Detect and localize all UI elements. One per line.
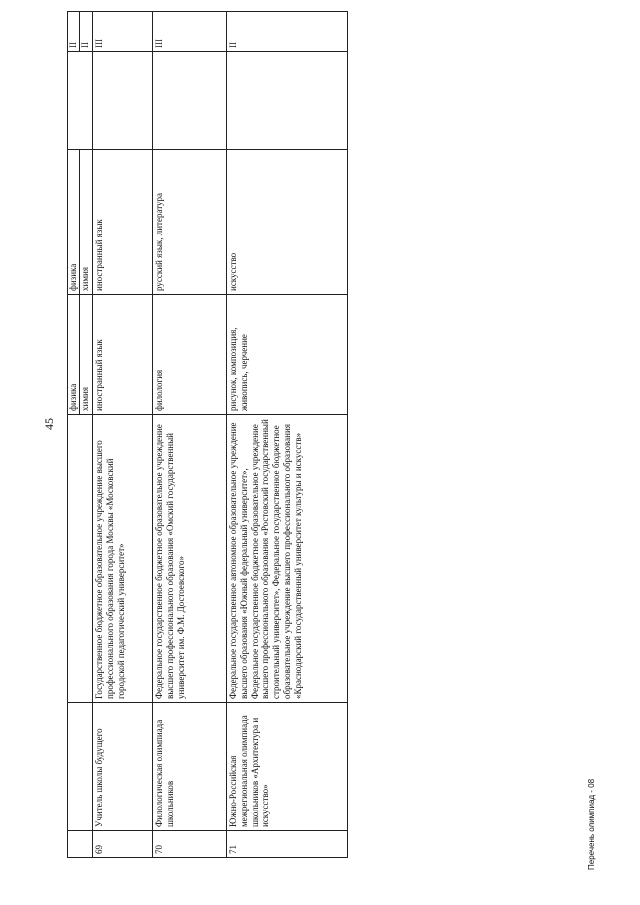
olympiad-name: Южно-Российская межрегиональная олимпиада школьников «Архитектура и искусство»	[227, 703, 348, 831]
row-number: 70	[153, 831, 227, 858]
cell-name-empty	[68, 703, 93, 831]
profile: филология	[153, 295, 227, 415]
organizer: Федеральное государственное бюджетное образовательное учреждение высшего профессионального образования «Омский государственный университет им. Ф.М. Достоевского»	[153, 415, 227, 703]
organizer: Государственное бюджетное образовательное учреждение высшего профессионального образования города Москвы «Московский городской педагогический университет»	[93, 415, 153, 703]
olympiad-table-rotated	[67, 12, 348, 858]
level: III	[93, 12, 153, 52]
level: III	[153, 12, 227, 52]
cell-org-empty	[68, 415, 93, 703]
olympiad-table	[67, 11, 348, 858]
level-physics: II	[68, 12, 80, 51]
subject-physics: физика	[68, 150, 80, 294]
cell-profile-continuation	[68, 295, 93, 415]
level: II	[227, 12, 348, 52]
subject-chemistry: химия	[79, 267, 90, 291]
olympiad-name: Филологическая олимпиада школьников	[153, 703, 227, 831]
table-row	[93, 12, 153, 858]
level-chemistry: II	[79, 42, 90, 48]
organizer: Федеральное государственное автономное образовательное учреждение высшего образования «Южный федеральный университет», Федеральное государственное бюджетное образовательное учреждение высшего профессионального образования «Ростовский государственный строительный университет», Федеральное государственное бюджетное образовательное учреждение высшего профессионального образования «Краснодарский государственный университет культуры и искусств»	[227, 415, 348, 703]
subjects: иностранный язык	[93, 150, 153, 295]
subjects: русский язык, литература	[153, 150, 227, 295]
table-row	[227, 12, 348, 858]
row-number: 71	[227, 831, 348, 858]
cell-num-empty	[68, 831, 93, 858]
row-number: 69	[93, 831, 153, 858]
footer-label: Перечень олимпиад - 08	[587, 778, 596, 870]
empty-cell	[227, 52, 348, 150]
table-row	[153, 12, 227, 858]
page-number: 45	[42, 418, 56, 430]
cell-subjects-continuation	[68, 150, 93, 295]
empty-cell	[93, 52, 153, 150]
profile: рисунок, композиция, живопись, черчение	[227, 295, 348, 415]
cell-level-continuation	[68, 12, 93, 52]
empty-cell	[153, 52, 227, 150]
profile-chemistry: химия	[79, 387, 90, 411]
subjects: искусство	[227, 150, 348, 295]
profile-physics: физика	[68, 295, 80, 414]
cell-empty	[68, 52, 93, 150]
olympiad-name: Учитель школы будущего	[93, 703, 153, 831]
profile: иностранный язык	[93, 295, 153, 415]
table-row-continuation	[68, 12, 93, 858]
